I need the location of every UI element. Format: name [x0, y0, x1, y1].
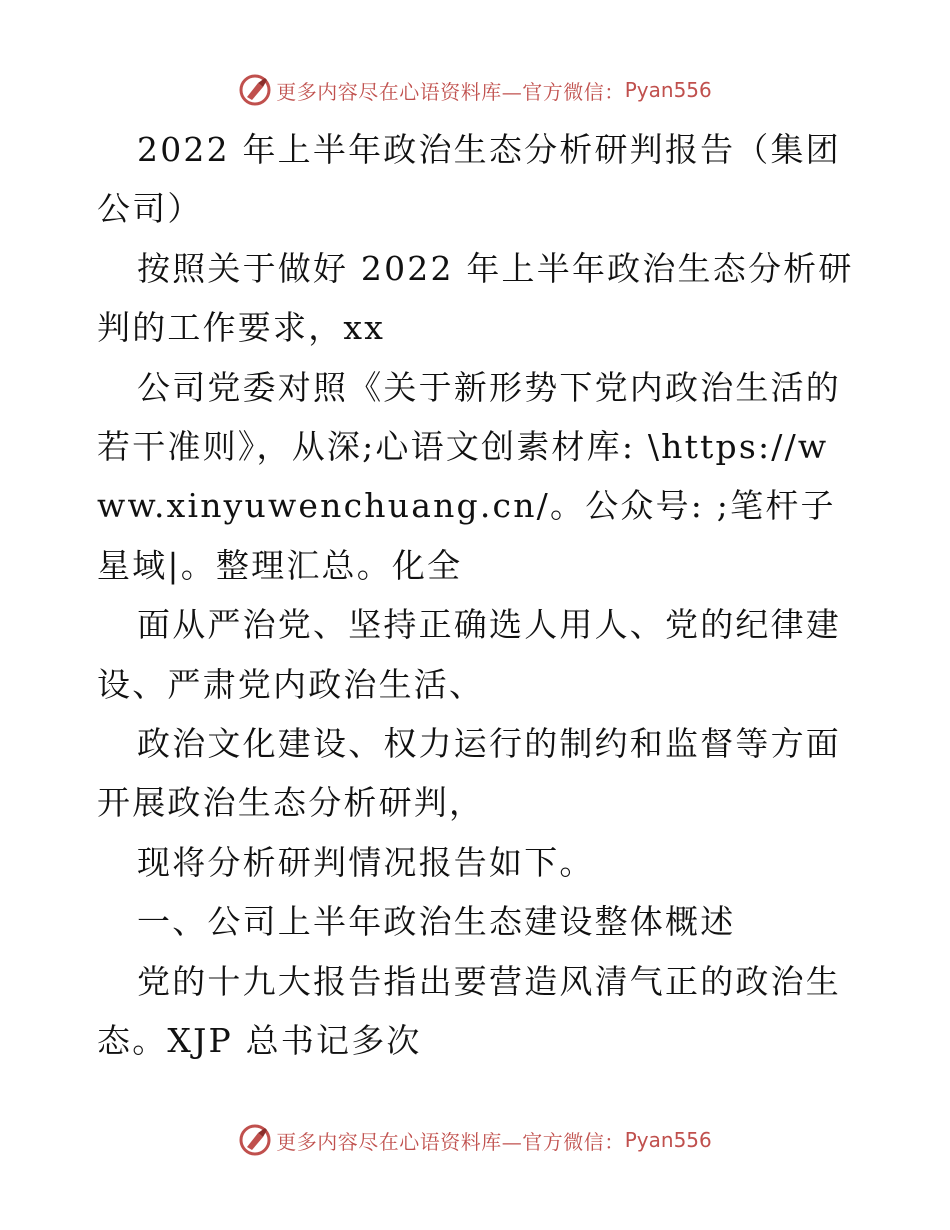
footer-banner-wechat-id: Pyan556 [624, 1128, 712, 1152]
paragraph-6: 党的十九大报告指出要营造风清气正的政治生态。XJP 总书记多次 [97, 961, 841, 1061]
footer-banner [0, 1120, 950, 1160]
paragraph-2: 公司党委对照《关于新形势下党内政治生活的若干准则》，从深;心语文创素材库: \https://www.xinyuwenchuang.cn/。公众号: ;笔杆子星域|。整理汇总。化全 [97, 367, 841, 585]
header-banner-wechat-id: Pyan556 [624, 78, 712, 102]
paragraph-4: 政治文化建设、权力运行的制约和监督等方面开展政治生态分析研判， [97, 724, 841, 823]
footer-banner-text: 更多内容尽在心语资料库—官方微信： [276, 1129, 625, 1154]
header-banner-text: 更多内容尽在心语资料库—官方微信： [276, 79, 625, 104]
paragraph-3: 面从严治党、坚持正确选人用人、党的纪律建设、严肃党内政治生活、 [97, 605, 841, 704]
paragraph-5: 现将分析研判情况报告如下。 [137, 842, 595, 882]
document-title: 2022 年上半年政治生态分析研判报告（集团公司） [97, 130, 841, 229]
section-heading-1: 一、公司上半年政治生态建设整体概述 [137, 902, 736, 942]
pen-nib-logo-icon [238, 73, 272, 107]
paragraph-1: 按照关于做好 2022 年上半年政治生态分析研判的工作要求，xx [97, 248, 854, 348]
document-body [97, 120, 857, 1071]
pen-nib-logo-icon [238, 1123, 272, 1157]
header-banner [0, 70, 950, 110]
